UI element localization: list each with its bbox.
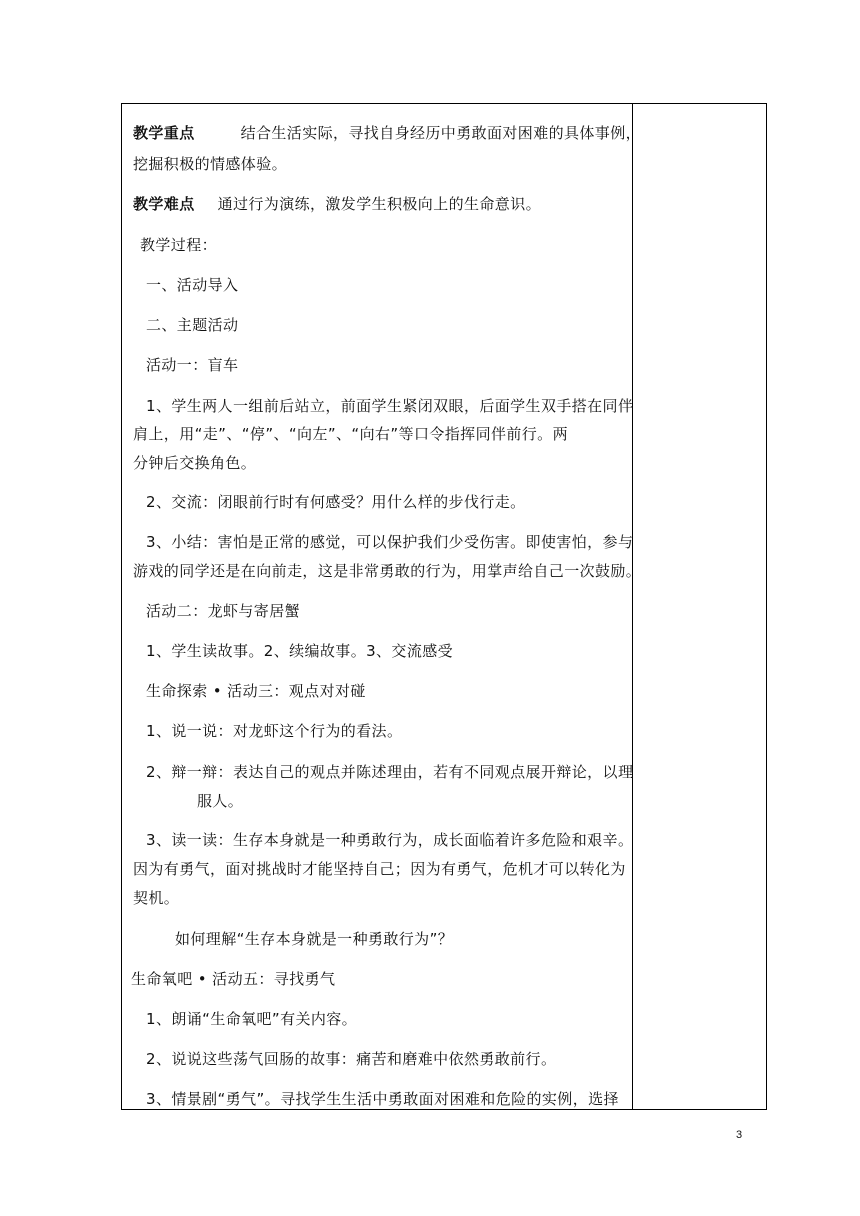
page-number: 3 — [736, 1129, 743, 1141]
activity5-item3: 3、情景剧“勇气”。寻找学生生活中勇敢面对困难和危险的实例，选择 — [146, 1090, 619, 1108]
key-points-label: 教学重点 — [133, 124, 195, 142]
key-points-text-line2: 挖掘积极的情感体验。 — [133, 155, 288, 173]
section-theme: 二、主题活动 — [146, 316, 239, 334]
activity1-item2: 2、交流：闭眼前行时有何感受？用什么样的步伐行走。 — [146, 493, 526, 511]
activity3-title: 生命探索 • 活动三：观点对对碰 — [146, 682, 366, 700]
activity3-item3-line1: 3、读一读：生存本身就是一种勇敢行为，成长面临着许多危险和艰辛。 — [146, 831, 634, 849]
difficult-points-row — [133, 194, 541, 214]
activity2-title: 活动二：龙虾与寄居蟹 — [146, 602, 301, 620]
lesson-table-notes-column — [632, 103, 767, 1110]
activity1-item3-line1: 3、小结：害怕是正常的感觉，可以保护我们少受伤害。即使害怕，参与 — [146, 533, 634, 551]
process-title: 教学过程： — [140, 236, 218, 254]
section-intro: 一、活动导入 — [146, 276, 239, 294]
activity5-item1: 1、朗诵“生命氧吧”有关内容。 — [146, 1010, 358, 1028]
difficult-points-text: 通过行为演练，激发学生积极向上的生命意识。 — [217, 195, 542, 213]
activity1-item1-line3: 分钟后交换角色。 — [133, 454, 257, 472]
activity3-item2-line2: 服人。 — [197, 792, 244, 810]
activity5-item2: 2、说说这些荡气回肠的故事：痛苦和磨难中依然勇敢前行。 — [146, 1050, 557, 1068]
activity1-item3-line2: 游戏的同学还是在向前走，这是非常勇敢的行为，用掌声给自己一次鼓励。 — [133, 562, 642, 580]
activity3-item3-line3: 契机。 — [133, 889, 180, 907]
activity5-title: 生命氧吧 • 活动五：寻找勇气 — [131, 970, 336, 988]
difficult-points-label: 教学难点 — [133, 195, 195, 213]
activity2-items: 1、学生读故事。2、续编故事。3、交流感受 — [146, 642, 454, 660]
key-points-text-line1: 结合生活实际，寻找自身经历中勇敢面对困难的具体事例， — [240, 124, 642, 142]
activity1-item1-line2: 肩上，用“走”、“停”、“向左”、“向右”等口令指挥同伴前行。两 — [133, 425, 568, 443]
activity3-item2-line1: 2、辩一辩：表达自己的观点并陈述理由，若有不同观点展开辩论，以理 — [146, 763, 634, 781]
key-points-row — [133, 123, 641, 143]
activity1-item1-line1: 1、学生两人一组前后站立，前面学生紧闭双眼，后面学生双手搭在同伴 — [146, 397, 634, 415]
activity1-title: 活动一：盲车 — [146, 356, 239, 374]
activity3-question: 如何理解“生存本身就是一种勇敢行为”？ — [175, 930, 454, 948]
activity3-item3-line2: 因为有勇气，面对挑战时才能坚持自己；因为有勇气，危机才可以转化为 — [133, 860, 626, 878]
activity3-item1: 1、说一说：对龙虾这个行为的看法。 — [146, 722, 403, 740]
